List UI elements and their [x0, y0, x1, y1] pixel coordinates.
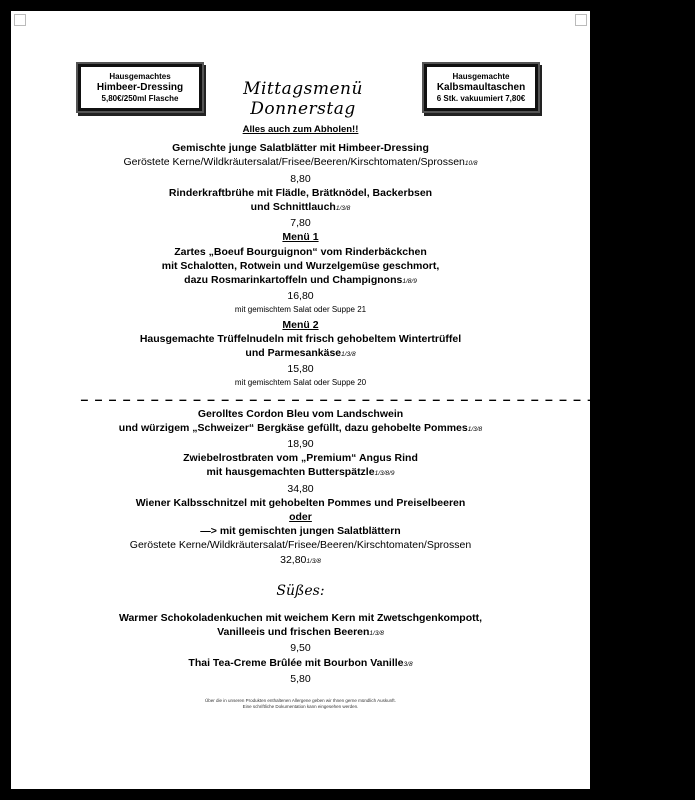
- salad-price: 8,80: [290, 172, 311, 185]
- wiener-price: 32,801/3/8: [280, 553, 321, 566]
- dressing-price: 5,80€/250ml Flasche: [101, 94, 179, 103]
- soup-price: 7,80: [290, 217, 311, 230]
- allergen-footer: [11, 698, 590, 710]
- footer-line2: Eine schriftliche Dokumentation kann eingesehen werden.: [242, 703, 359, 709]
- menu-content: [11, 123, 695, 710]
- cordon-line2: und würzigem „Schweizer“ Bergkäse gefüllt, dazu gehobelte Pommes1/3/8: [118, 421, 483, 434]
- dressing-name: Himbeer-Dressing: [96, 82, 184, 93]
- schoko-price: 9,50: [290, 642, 311, 655]
- wiener-line3: Geröstete Kerne/Wildkräutersalat/Frisee/Beeren/Kirschtomaten/Sprossen: [129, 539, 472, 552]
- crop-mark: [575, 14, 587, 26]
- soup-title: Rinderkraftbrühe mit Flädle, Brätknödel, Backerbsen: [168, 186, 433, 199]
- sweets-heading: Süßes:: [276, 582, 325, 599]
- footer-line1: Über die in unseren Produkten enthaltenen Allergene geben wir Ihnen gerne mündlich Auskunft.: [205, 697, 396, 703]
- dressing-label: Hausgemachtes: [109, 72, 171, 81]
- menu-page: [11, 11, 695, 789]
- maultaschen-name: Kalbsmaultaschen: [436, 82, 526, 93]
- schoko-line2: Vanilleeis und frischen Beeren1/3/8: [217, 626, 384, 639]
- thai-line1: Thai Tea-Creme Brûlée mit Bourbon Vanille3/8: [188, 656, 413, 669]
- schoko-line1: Warmer Schokoladenkuchen mit weichem Kern mit Zwetschgenkompott,: [118, 611, 483, 624]
- menu1-heading: Menü 1: [282, 231, 319, 244]
- menu1-line1: Zartes „Boeuf Bourguignon“ vom Rinderbäckchen: [174, 245, 427, 258]
- menu2-heading: Menü 2: [282, 318, 319, 331]
- menu1-extra: mit gemischtem Salat oder Suppe 21: [234, 305, 367, 315]
- thai-price: 5,80: [290, 672, 311, 685]
- crop-mark: [14, 14, 26, 26]
- zwiebel-price: 34,80: [287, 482, 314, 495]
- cordon-line1: Gerolltes Cordon Bleu vom Landschwein: [197, 407, 404, 420]
- takeaway-note: Alles auch zum Abholen!!: [242, 124, 359, 135]
- page-title: Mittagsmenü Donnerstag: [243, 79, 363, 119]
- menu2-line2: und Parmesankäse1/3/8: [245, 347, 356, 360]
- menu2-line1: Hausgemachte Trüffelnudeln mit frisch gehobeltem Wintertrüffel: [139, 332, 462, 345]
- wiener-oder: oder: [289, 511, 312, 524]
- zwiebel-line2: mit hausgemachten Butterspätzle1/3/8/9: [206, 466, 395, 479]
- maultaschen-label: Hausgemachte: [452, 72, 510, 81]
- menu2-price: 15,80: [287, 363, 314, 376]
- salad-desc: Geröstete Kerne/Wildkräutersalat/Frisee/Beeren/Kirschtomaten/Sprossen10/8: [123, 156, 478, 169]
- maultaschen-price: 6 Stk. vakuumiert 7,80€: [436, 94, 526, 103]
- zwiebel-line1: Zwiebelrostbraten vom „Premium“ Angus Rind: [183, 452, 418, 465]
- soup-title-2: und Schnittlauch1/3/8: [250, 201, 351, 214]
- salad-title: Gemischte junge Salatblätter mit Himbeer-Dressing: [172, 142, 429, 155]
- wiener-line1: Wiener Kalbsschnitzel mit gehobelten Pommes und Preiselbeeren: [135, 496, 466, 509]
- cordon-price: 18,90: [287, 438, 314, 451]
- menu1-price: 16,80: [287, 290, 314, 303]
- menu2-extra: mit gemischtem Salat oder Suppe 20: [234, 378, 367, 388]
- dashed-divider: – – – – – – – – – – – – – – – – – – – – – – – – – – – – – – – – – – – – – – – – – – – –: [80, 390, 695, 407]
- menu1-line2: mit Schalotten, Rotwein und Wurzelgemüse geschmort,: [161, 259, 440, 272]
- dressing-box: [78, 64, 202, 111]
- maultaschen-box: [424, 64, 538, 111]
- wiener-line2: —> mit gemischten jungen Salatblättern: [200, 525, 401, 538]
- menu1-line3: dazu Rosmarinkartoffeln und Champignons1/8/9: [184, 274, 417, 287]
